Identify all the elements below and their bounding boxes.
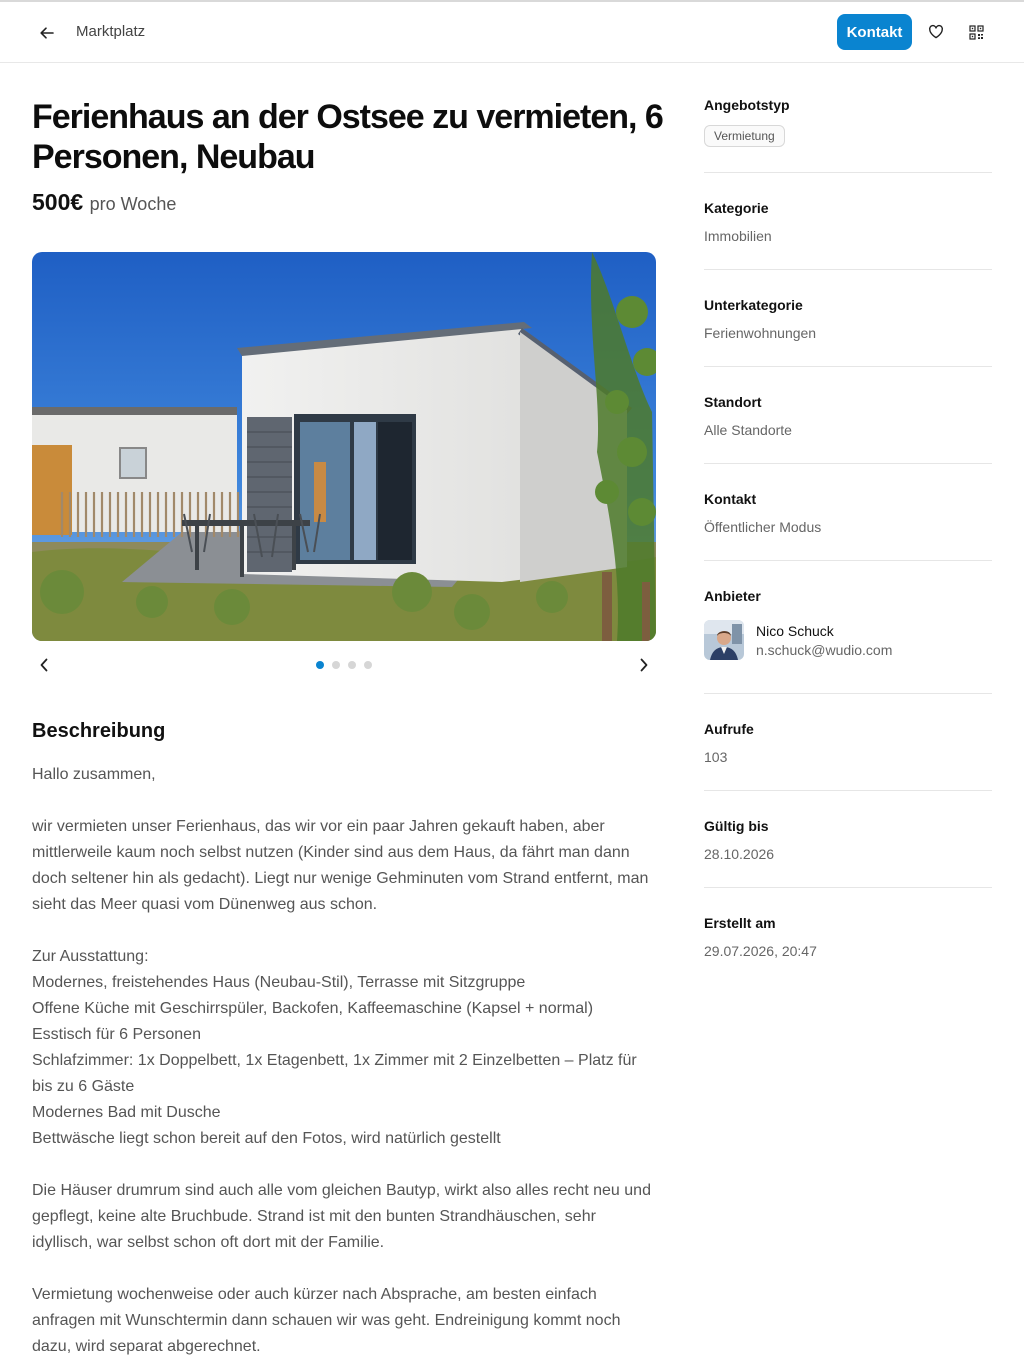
created-value: 29.07.2026, 20:47 xyxy=(704,943,817,959)
valid-until-label: Gültig bis xyxy=(704,818,769,834)
qr-code-icon xyxy=(969,25,984,40)
valid-until-section xyxy=(704,791,992,888)
location-label: Standort xyxy=(704,394,762,410)
gallery-prev-button[interactable] xyxy=(34,655,54,675)
seller-email[interactable]: n.schuck@wudio.com xyxy=(756,641,893,658)
offer-type-label: Angebotstyp xyxy=(704,97,790,113)
category-label: Kategorie xyxy=(704,200,769,216)
subcategory-section xyxy=(704,270,992,367)
listing-title: Ferienhaus an der Ostsee zu vermieten, 6 Personen, Neubau xyxy=(32,98,663,176)
gallery-dot[interactable] xyxy=(316,661,324,669)
gallery-dot[interactable] xyxy=(332,661,340,669)
created-section xyxy=(704,888,992,985)
location-value: Alle Standorte xyxy=(704,422,792,438)
qr-code-button[interactable] xyxy=(962,18,990,46)
gallery-next-button[interactable] xyxy=(634,655,654,675)
back-button[interactable] xyxy=(32,18,62,48)
arrow-left-icon xyxy=(39,25,55,41)
description-line: Modernes Bad mit Dusche xyxy=(32,1104,221,1121)
price-value: 500€ xyxy=(32,189,84,215)
subcategory-label: Unterkategorie xyxy=(704,297,803,313)
category-value: Immobilien xyxy=(704,228,772,244)
description-line: Bettwäsche liegt schon bereit auf den Fotos, wird natürlich gestellt xyxy=(32,1130,501,1147)
seller-name[interactable]: Nico Schuck xyxy=(756,622,834,639)
description-heading: Beschreibung xyxy=(32,720,166,742)
price-row xyxy=(32,189,176,216)
valid-until-value: 28.10.2026 xyxy=(704,846,775,862)
location-section xyxy=(704,367,992,464)
contact-button[interactable]: Kontakt xyxy=(837,14,912,50)
breadcrumb-marktplatz[interactable]: Marktplatz xyxy=(76,23,146,40)
offer-type-section xyxy=(704,63,992,173)
offer-type-badge: Vermietung xyxy=(704,125,785,147)
description-line: Offene Küche mit Geschirrspüler, Backofen, Kaffeemaschine (Kapsel + normal) xyxy=(32,1000,594,1017)
description-line: Hallo zusammen, xyxy=(32,766,156,783)
seller-section xyxy=(704,561,992,694)
chevron-right-icon xyxy=(639,658,649,672)
description-paragraph: Vermietung wochenweise oder auch kürzer nach Absprache, am besten einfach anfragen mit Wunschtermin dann schauen wir was geht. Endreinigung kommt noch dazu, wird separat abgerechnet. xyxy=(32,1286,621,1355)
avatar xyxy=(704,620,744,660)
description-line: Modernes, freistehendes Haus (Neubau-Stil), Terrasse mit Sitzgruppe xyxy=(32,974,526,991)
favorite-button[interactable] xyxy=(922,18,950,46)
views-label: Aufrufe xyxy=(704,721,754,737)
contact-mode-section xyxy=(704,464,992,561)
gallery-dot[interactable] xyxy=(348,661,356,669)
seller-label: Anbieter xyxy=(704,588,761,604)
category-section xyxy=(704,173,992,270)
gallery-dot[interactable] xyxy=(364,661,372,669)
top-bar xyxy=(0,2,1024,63)
description-line: Zur Ausstattung: xyxy=(32,948,149,965)
description-line: Esstisch für 6 Personen xyxy=(32,1026,201,1043)
description-paragraph: wir vermieten unser Ferienhaus, das wir vor ein paar Jahren gekauft haben, aber mittlerweile kaum noch selbst nutzen (Kinder sind aus dem Haus, da fährt man dann doch seltener hin als gedacht). Liegt nur wenige Gehminuten vom Strand entfernt, man sieht das Meer quasi vom Dünenweg aus schon. xyxy=(32,818,649,913)
contact-mode-value: Öffentlicher Modus xyxy=(704,519,822,535)
description-line: Schlafzimmer: 1x Doppelbett, 1x Etagenbett, 1x Zimmer mit 2 Einzelbetten – Platz für bis zu 6 Gäste xyxy=(32,1052,637,1095)
heart-icon xyxy=(928,24,944,40)
contact-mode-label: Kontakt xyxy=(704,491,757,507)
views-section xyxy=(704,694,992,791)
listing-photo xyxy=(32,252,656,641)
subcategory-value: Ferienwohnungen xyxy=(704,325,817,341)
chevron-left-icon xyxy=(39,658,49,672)
price-unit: pro Woche xyxy=(89,194,177,214)
seller-card[interactable] xyxy=(704,620,992,660)
description-text xyxy=(32,762,656,1360)
listing-details-sidebar xyxy=(704,63,992,985)
gallery-pagination xyxy=(316,661,372,669)
views-value: 103 xyxy=(704,749,728,765)
photo-gallery[interactable] xyxy=(32,252,656,641)
created-label: Erstellt am xyxy=(704,915,776,931)
description-paragraph: Die Häuser drumrum sind auch alle vom gleichen Bautyp, wirkt also alles recht neu und gepflegt, keine alte Bruchbude. Strand ist mit den bunten Strandhäuschen, sehr idyllisch, war selbst schon oft dort mit der Familie. xyxy=(32,1182,651,1251)
